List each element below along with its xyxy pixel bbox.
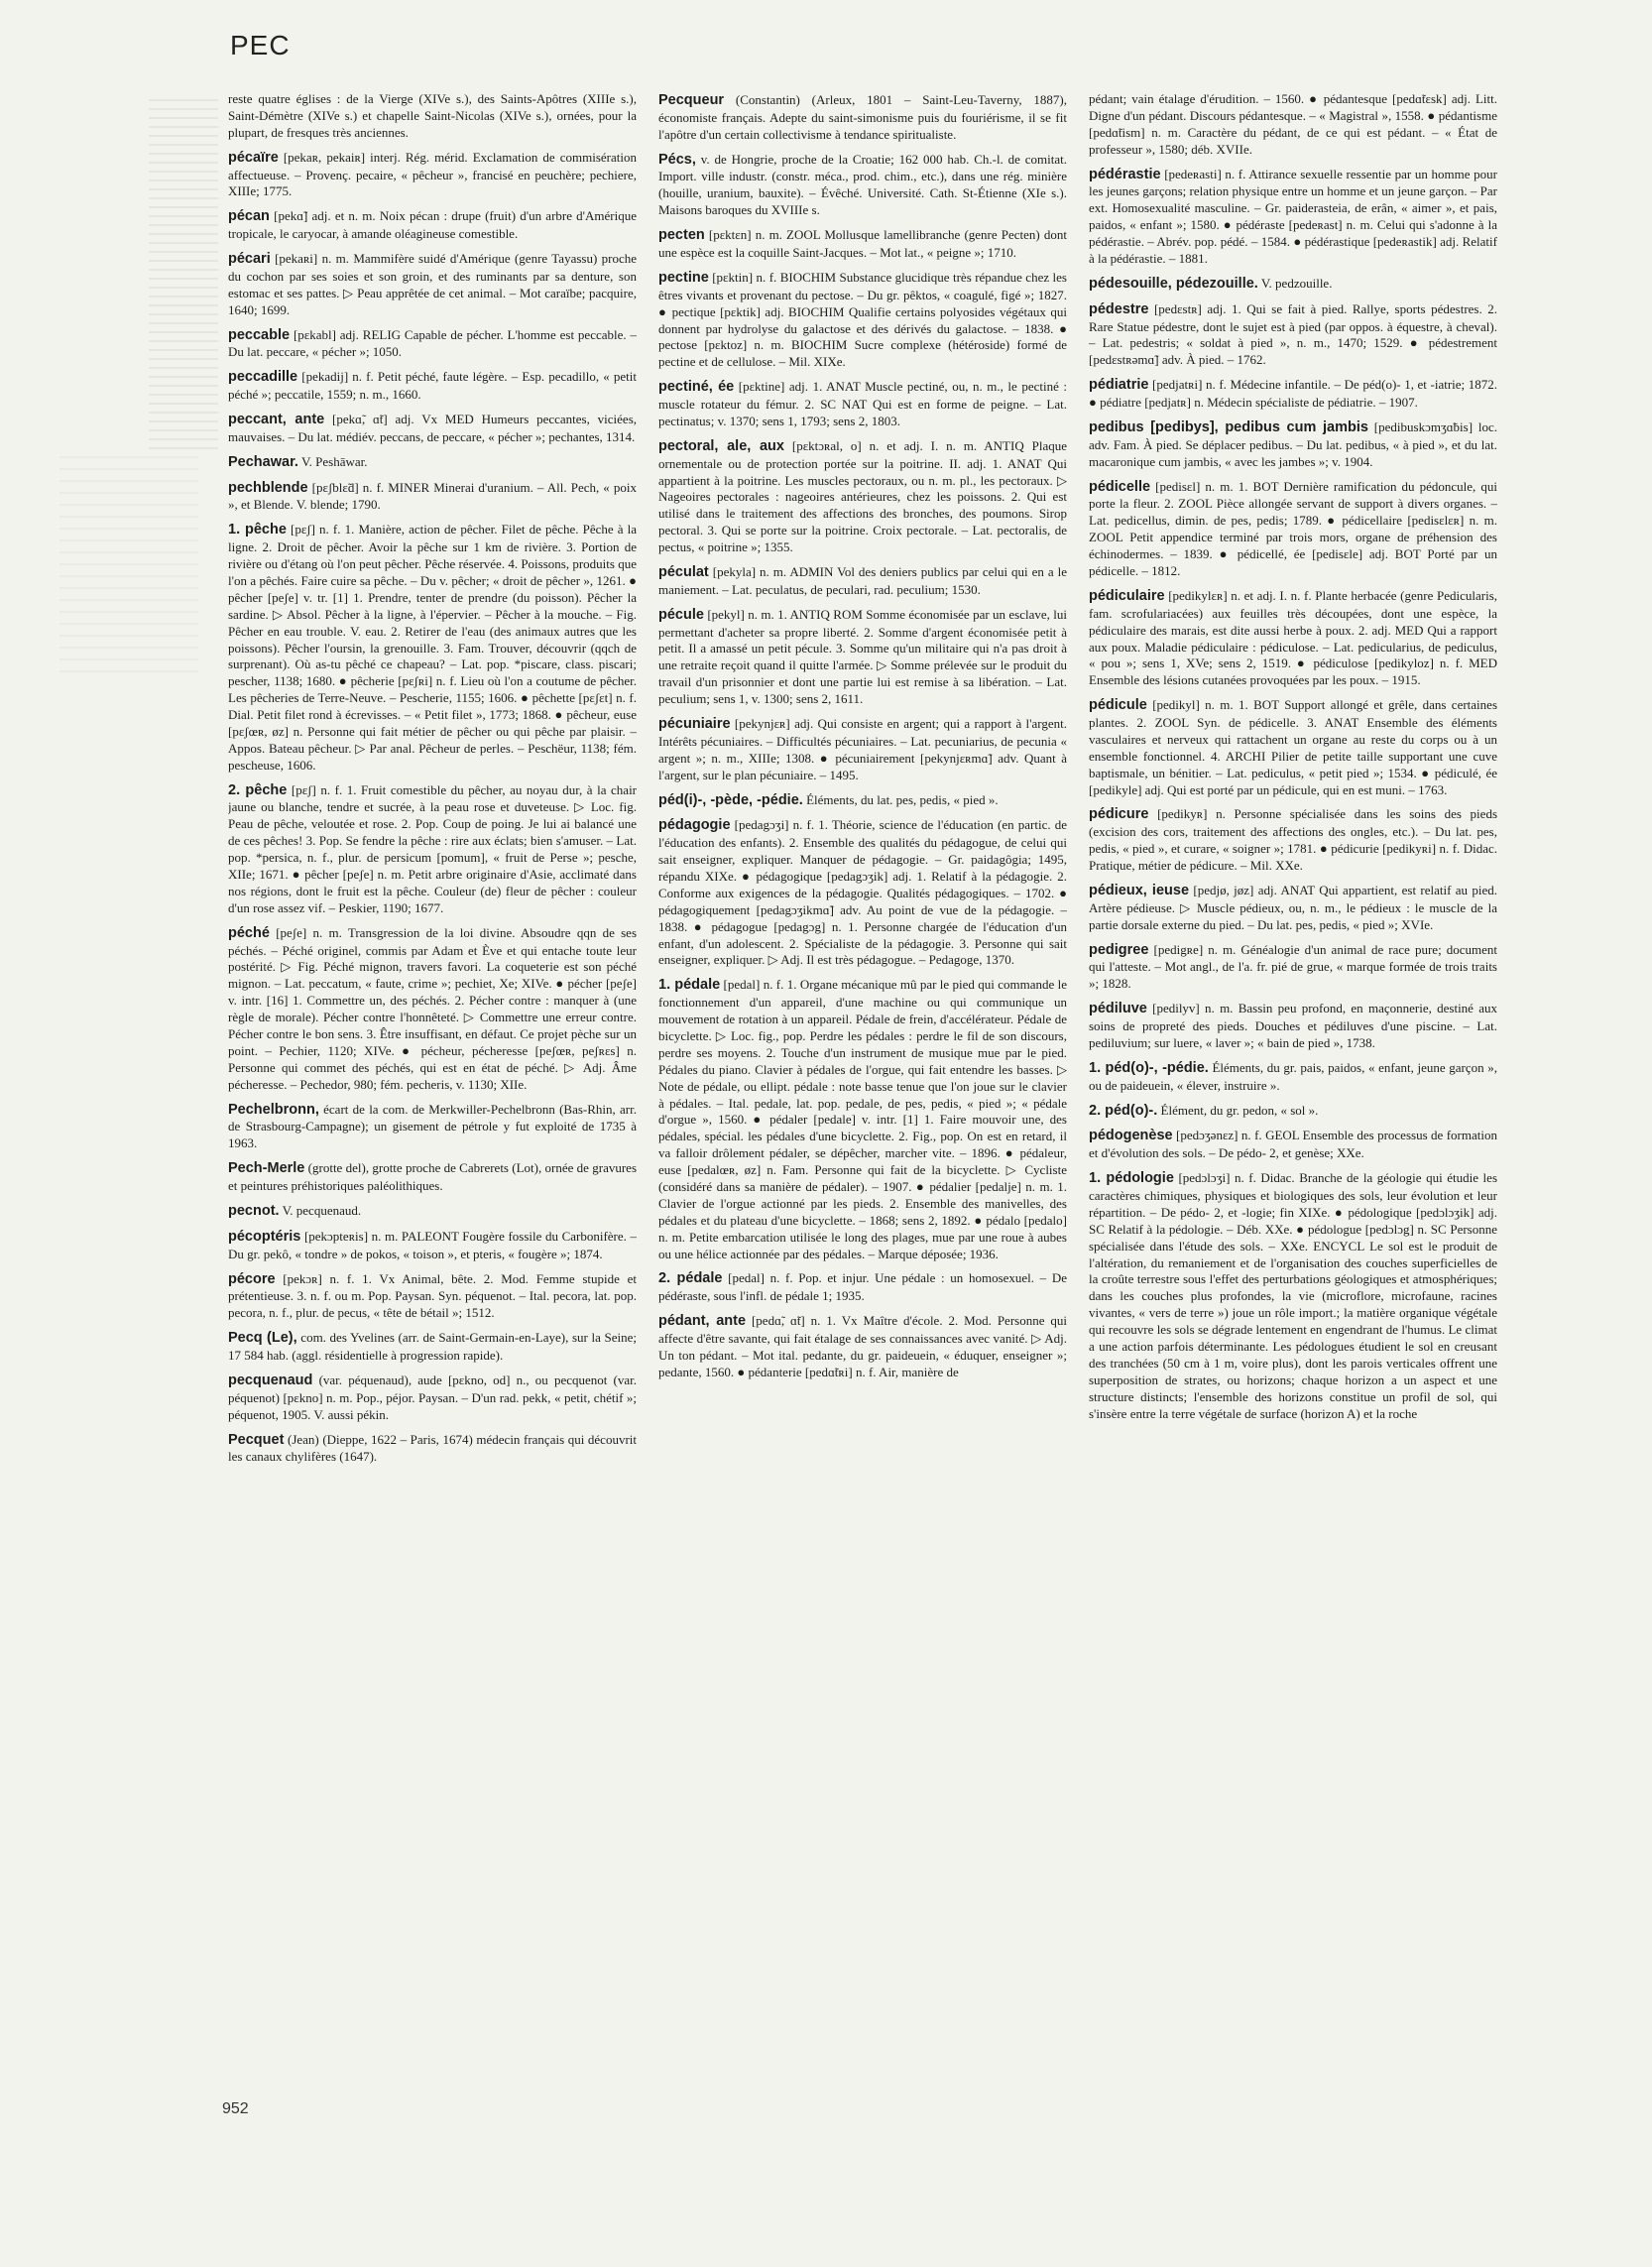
entry-headword: pectoral, ale, aux [658, 437, 784, 454]
dictionary-entry [1089, 1000, 1497, 1052]
entry-definition: [pekadij] n. f. Petit péché, faute légère. – Esp. pecadillo, « petit péché »; peccatile, 1559; n. m., 1660. [228, 369, 637, 403]
dictionary-entry [1089, 478, 1497, 580]
entry-definition: [pedɑ̃, ɑ̃t] n. 1. Vx Maître d'école. 2. Mod. Personne qui affecte d'être savante, qui fait étalage de ses connaissances avec vanité. ▷ Adj. Un ton pédant. – Mot ital. pedante, du gr. paideuein, « éduquer, enseigner »; pedante, 1560. ● pédanterie [pedɑ̃tʀi] n. f. Air, manière de [658, 1313, 1067, 1379]
dictionary-entry [228, 1159, 637, 1195]
entry-headword: Pech-Merle [228, 1160, 305, 1177]
entry-headword: 1. péd(o)-, -pédie. [1089, 1059, 1209, 1076]
entry-definition: [pekaʀi] n. m. Mammifère suidé d'Amérique (genre Tayassu) proche du cochon par ses soies et son groin, et des ruminants par sa denture, son estomac et ses pattes. ▷ Peau apprêtée de cet animal. – Mot caraïbe; pacquire, 1640; 1699. [228, 251, 637, 317]
dictionary-entry [228, 1202, 637, 1221]
entry-headword: peccadille [228, 369, 298, 386]
entry-definition: [pɛktin] n. f. BIOCHIM Substance glucidique très répandue chez les êtres vivants et provenant du pectose. – Du gr. pêktos, « coagulé, figé »; 1827. ● pectique [pɛktik] adj. BIOCHIM Qualifie certains polyosides végétaux qui donnent par hydrolyse du galactose et des dérivés du galactose. – 1838. ● pectose [pɛktoz] n. m. BIOCHIM Sucre complexe (hétéroside) formé de pectine et de cellulose. – Mil. XIXe. [658, 269, 1067, 370]
dictionary-entry [228, 411, 637, 446]
dictionary-entry [658, 976, 1067, 1262]
entry-definition: [pedal] n. f. 1. Organe mécanique mû par le pied qui commande le fonctionnement d'un appareil, d'une machine ou qui communique un mouvement de rotation à un appareil. Pédale de frein, d'accélérateur. Pédale de bicyclette. ▷ Loc. fig., pop. Perdre les pédales : perdre le fil de son discours, perdre ses moyens. 2. Touche d'un instrument de musique mue par le pied. Pédales du piano. Clavier à pédales de l'orgue, qui fait entendre les basses. ▷ Note de pédale, ou ellipt. pédale : note basse tenue que l'on joue sur le clavier à pédales. – Ital. pedale, lat. pop. pedale, de pes, pedis, « pied »; « pédale d'orgue », 1560. ● pédaler [pedale] v. intr. [1] 1. Faire mouvoir une, des pédales, spécial. les pédales d'une bicyclette. 2. Fig., pop. On est en retard, il va falloir drôlement pédaler, se dépêcher, marcher vite. – 1896. ● pédaleur, euse [pedalœʀ, øz] n. Fam. Personne qui fait de la bicyclette. ▷ Cycliste (considéré dans sa manière de pédaler). – 1907. ● pédalier [pedalje] n. m. 1. Clavier de l'orgue actionné par les pieds. 2. Ensemble des manivelles, des pédales et du plateau d'une bicyclette. – 1868; sens 2, 1892. ● pédalo [pedalo] n. m. Petite embarcation utilisée le long des plages, mue par une roue à aubes ou une hélice actionnée par des pédales. – Marque déposée; 1936. [658, 977, 1067, 1261]
entry-definition: v. de Hongrie, proche de la Croatie; 162 000 hab. Ch.-l. de comitat. Import. ville industr. (constr. méca., prod. chim., etc.), dans une rég. minière (houille, uranium, bauxite). – Évêché. Université. Cath. St-Étienne (XIe s.). Maisons baroques du XVIIIe s. [658, 151, 1067, 218]
entry-headword: pechblende [228, 479, 308, 496]
entry-definition: [pekaʀ, pekaiʀ] interj. Rég. mérid. Exclamation de commisération affectueuse. – Provenç. pecaire, « pêcheur », francisé en peuchère; pechiere, XIIIe; 1775. [228, 149, 637, 199]
dictionary-entry [658, 226, 1067, 262]
entry-definition: [pedɔʒənɛz] n. f. GEOL Ensemble des processus de formation et d'évolution des sols. – De pédo- 2, et genèse; XXe. [1089, 1128, 1497, 1161]
entry-headword: pédicule [1089, 697, 1147, 714]
entry-headword: 2. pêche [228, 781, 288, 798]
entry-definition: [pɛktɔʀal, o] n. et adj. I. n. m. ANTIQ Plaque ornementale ou de protection portée sur la poitrine. II. adj. 1. ANAT Qui appartient à la poitrine. Les muscles pectoraux, ou n. m. pl., les pectoraux. ▷ Nageoires pectorales : nageoires antérieures, chez les poissons. 2. Qui est utilisé dans le traitement des affections des bronches, des poumons. Sirop pectoral. 3. Qui se porte sur la poitrine. Croix pectorale. – Lat. pectoralis, de pectus, « poitrine »; 1355. [658, 437, 1067, 555]
dictionary-entry [1089, 941, 1497, 994]
entry-definition: [pedibuskɔmʒɑ̃bis] loc. adv. Fam. À pied. Se déplacer pedibus. – Du lat. pedibus, « à pied », et du lat. macaronique cum jambis, « avec les jambes »; v. 1904. [1089, 418, 1497, 469]
entry-definition: [pedjatʀi] n. f. Médecine infantile. – De péd(o)- 1, et -iatrie; 1872. ● pédiatre [pedjatʀ] n. Médecin spécialiste de pédiatrie. – 1907. [1089, 377, 1497, 411]
dictionary-entry [1089, 1059, 1497, 1095]
dictionary-entry [658, 91, 1067, 144]
dictionary-entry [228, 1270, 637, 1323]
entry-definition: [pedikyʀ] n. Personne spécialisée dans les soins des pieds (excision des cors, traitement des affections des ongles, etc.). – Du lat. pes, pedis, « pied », et curare, « soigner »; 1781. ● pédicurie [pedikyʀi] n. f. Didac. Pratique, métier de pédicure. – Mil. XXe. [1089, 806, 1497, 874]
entry-definition: [pɛktine] adj. 1. ANAT Muscle pectiné, ou, n. m., le pectiné : muscle rotateur du fémur. 2. SC NAT Qui est en forme de peigne. – Lat. pectinatus; v. 1370; sens 1, 1793; sens 2, 1803. [658, 379, 1067, 428]
entry-headword: pédicure [1089, 806, 1149, 823]
entry-headword: Pécs, [658, 151, 696, 168]
entry-headword: pédiatrie [1089, 377, 1149, 394]
entry-definition: [pedilyv] n. m. Bassin peu profond, en maçonnerie, destiné aux soins de propreté des pieds. Douches et pédiluves d'une piscine. – Lat. pediluvium; sur luere, « laver »; « bain de pied », 1738. [1089, 1001, 1497, 1050]
entry-definition: [pekɑ̃] adj. et n. m. Noix pécan : drupe (fruit) d'un arbre d'Amérique tropicale, le caryocar, à amande oléagineuse comestible. [228, 208, 637, 242]
dictionary-entry [228, 479, 637, 515]
dictionary-entry [228, 149, 637, 201]
entry-headword: pecten [658, 227, 705, 244]
entry-definition: Élément, du gr. pedon, « sol ». [1160, 1102, 1319, 1118]
dictionary-entry [658, 606, 1067, 708]
entry-definition: [pɛʃblɛ̃d] n. f. MINER Minerai d'uranium. – All. Pech, « poix », et Blende. V. blende; 1790. [228, 479, 637, 513]
entry-headword: pédesouille, pédezouille. [1089, 275, 1258, 292]
entry-definition: Éléments, du gr. pais, paidos, « enfant, jeune garçon », ou de paideuein, « élever, instruire ». [1089, 1059, 1497, 1093]
entry-definition: [pekɔpteʀis] n. m. PALEONT Fougère fossile du Carbonifère. – Du gr. pekô, « tondre » de pokos, « toison », et pteris, « fougère »; 1874. [228, 1228, 637, 1261]
dictionary-entry [228, 781, 637, 917]
entry-headword: pedibus [pedibys], pedibus cum jambis [1089, 418, 1368, 435]
entry-headword: 1. pêche [228, 522, 287, 538]
dictionary-entry [658, 715, 1067, 784]
entry-definition: écart de la com. de Merkwiller-Pechelbronn (Bas-Rhin, arr. de Strasbourg-Campagne); un gisement de pétrole y fut exploité de 1735 à 1963. [228, 1101, 637, 1151]
dictionary-entry [658, 378, 1067, 430]
entry-headword: pécore [228, 1270, 276, 1287]
entry-headword: pédiculaire [1089, 587, 1165, 604]
dictionary-entry [1089, 1102, 1497, 1121]
entry-headword: 2. péd(o)-. [1089, 1102, 1158, 1119]
dictionary-entry [228, 368, 637, 404]
entry-headword: pectine [658, 269, 709, 286]
dictionary-entry [228, 1372, 637, 1424]
entry-definition: (var. péquenaud), aude [pɛkno, od] n., ou pecquenot (var. péquenot) [pɛkno] n. m. Pop., péjor. Paysan. – D'un rad. pekk, « petit, chétif »; péquenot, 1905. V. aussi pékin. [228, 1372, 637, 1422]
entry-headword: péché [228, 924, 270, 941]
entry-headword: pédagogie [658, 817, 731, 834]
dictionary-entry [1089, 300, 1497, 370]
entry-definition: [pekynjɛʀ] adj. Qui consiste en argent; qui a rapport à l'argent. Intérêts pécuniaires. – Difficultés pécuniaires. – Lat. pecuniarius, de pecunia « argent »; n. m., XIIIe; 1308. ● pécuniairement [pekynjɛʀmɑ̃] adv. Quant à l'argent, sur le plan pécuniaire. – 1495. [658, 716, 1067, 782]
entry-headword: pécaïre [228, 149, 279, 166]
entry-headword: peccant, ante [228, 412, 325, 428]
entry-definition: [pedjø, jøz] adj. ANAT Qui appartient, est relatif au pied. Artère pédieuse. ▷ Muscle pédieux, ou, n. m., le pédieux : le muscle de la partie dorsale externe du pied. – Du lat. pes, pedis, « pied »; XVIe. [1089, 882, 1497, 932]
dictionary-entry [658, 563, 1067, 599]
dictionary-entry [1089, 275, 1497, 294]
entry-headword: pédieux, ieuse [1089, 882, 1190, 898]
dictionary-entry [658, 1312, 1067, 1381]
entry-headword: 1. pédale [658, 977, 721, 994]
entry-definition: [pɛkabl] adj. RELIG Capable de pécher. L'homme est peccable. – Du lat. peccare, « pécher »; 1050. [228, 326, 637, 360]
entry-headword: pédant, ante [658, 1313, 747, 1330]
entry-headword: pecnot. [228, 1202, 280, 1219]
entry-definition: [pedɔlɔʒi] n. f. Didac. Branche de la géologie qui étudie les caractères chimiques, physiques et biologiques des sols, leur évolution et leur répartition. – De pédo- 2, et -logie; fin XIXe. ● pédologique [pedɔlɔʒik] adj. SC Relatif à la pédologie. – Déb. XXe. ● pédologue [pedɔlɔg] n. SC Personne spécialisée dans l'étude des sols. – XXe. ENCYCL Le sol est le produit de l'altération, du remaniement et de l'organisation des couches superficielles de la croûte terrestre sous l'effet des perturbations géologiques et atmosphériques; dans les couches plus profondes, la vie (microflore, microfaune, racines vivantes, « vers de terre ») joue un rôle import.; la matière organique végétale qui recouvre les sols se dégrade lentement en engendrant de l'humus. Le climat a une action parfois déterminante. Les pédologues étudient le sol en creusant des tranchées (50 cm à 1 m, voire plus), dont les parois verticales offrent une superposition de strates, ou horizons; chaque horizon a un aspect et une structure distincts; l'ensemble des horizons constitue un profil de sol, qui s'insère entre la terre végétale de surface (horizon A) et la roche [1089, 1170, 1497, 1421]
entry-headword: pécuniaire [658, 716, 731, 733]
dictionary-entry [658, 1269, 1067, 1305]
page-number: 952 [222, 2100, 249, 2117]
entry-headword: pécule [658, 606, 704, 623]
entry-headword: 1. pédologie [1089, 1170, 1174, 1187]
dictionary-entry [228, 207, 637, 243]
entry-definition: [pedagɔʒi] n. f. 1. Théorie, science de l'éducation (en partic. de l'éducation des enfants). 2. Ensemble des qualités du pédagogue, de celui qui sait enseigner, expliquer. Manquer de pédagogie. – Gr. paidagôgia; 1495, répandu XIXe. ● pédagogique [pedagɔʒik] adj. 1. Relatif à la pédagogie. 2. Conforme aux exigences de la pédagogie. Qualités pédagogiques. – 1702. ● pédagogiquement [pedagɔʒikmɑ̃] adv. Au point de vue de la pédagogie. – 1838. ● pédagogue [pedagɔg] n. 1. Personne chargée de l'éducation d'un enfant, d'un adolescent. 2. Spécialiste de la pédagogie. 3. Personne qui sait enseigner, expliquer. ▷ Adj. Il est très pédagogue. – Pedagoge, 1370. [658, 817, 1067, 968]
entry-headword: Pechawar. [228, 453, 298, 470]
entry-headword: péculat [658, 563, 709, 580]
entry-definition: V. pedzouille. [1260, 275, 1333, 291]
dictionary-entry [1089, 1127, 1497, 1162]
entry-definition: [pedikylɛʀ] n. et adj. I. n. f. Plante herbacée (genre Pedicularis, fam. scrofulariacées) aux feuilles très découpées, dont une espèce, la pédiculaire des marais, est dite aussi herbe à poux. 2. adj. MED Qui a rapport aux poux. Maladie pédiculaire : pédiculose. – Lat. pedicularius, de pediculus, « pou »; sens 1, XVe; sens 2, 1519. ● pédiculose [pedikyloz] n. f. MED Ensemble des lésions cutanées provoquées par les poux. – 1915. [1089, 587, 1497, 688]
entry-headword: pécoptéris [228, 1228, 301, 1245]
entry-definition: [pɛʃ] n. f. 1. Manière, action de pêcher. Filet de pêche. Pêche à la ligne. 2. Droit de pêcher. Avoir la pêche sur 1 km de rivière. 3. Portion de rivière ou d'étang où l'on peut pêcher. Pêche réservée. 4. Poissons, produits que l'on a pêchés. Faire cuire sa pêche. – Du v. pêcher; « droit de pêcher », 1261. ● pêcher [peʃe] v. tr. [1] 1. Prendre, tenter de prendre (du poisson). Pêcher la sardine. ▷ Absol. Pêcher à la ligne, à l'épervier. – Pêcher à la mouche. – Fig. Pêcher en eau trouble. V. eau. 2. Retirer de l'eau (des animaux autres que les poissons). Pêcher l'oursin, la grenouille. 3. Fam. Trouver, découvrir (qqch de surprenant). Où as-tu pêché ce chapeau? – Lat. pop. *piscare, class. piscari; pescher, 1138; 1680. ● pêcherie [pɛʃʀi] n. f. Lieu où l'on a coutume de pêcher. Les pêcheries de Terre-Neuve. – Pescherie, 1155; 1606. ● pêchette [pɛʃɛt] n. f. Dial. Petit filet rond à écrevisses. – « Petit filet », 1773; 1868. ● pêcheur, euse [pɛʃœʀ, øz] n. Personne qui fait métier de pêcher ou qui pêche par plaisir. – Appos. Bateau pêcheur. ▷ Par anal. Pêcheur de perles. – Peschëur, 1138; fém. pescheuse, 1606. [228, 522, 637, 773]
dictionary-entry [228, 453, 637, 472]
entry-definition: (Constantin) (Arleux, 1801 – Saint-Leu-Taverny, 1887), économiste français. Adepte du saint-simonisme puis du fouriérisme, il se fit l'apôtre d'un certain collectivisme à tendance spiritualiste. [658, 92, 1067, 142]
entry-headword: pedigree [1089, 941, 1149, 958]
entry-definition: (grotte del), grotte proche de Cabrerets (Lot), ornée de gravures et peintures préhistoriques paléolithiques. [228, 1160, 637, 1194]
entry-headword: pécan [228, 208, 270, 225]
entry-headword: pédiluve [1089, 1001, 1147, 1017]
entry-definition: [pedisɛl] n. m. 1. BOT Dernière ramification du pédoncule, qui porte la fleur. 2. ZOOL Pièce allongée servant de support à divers organes. – Lat. pedicellus, dimin. de pes, pedis; 1789. ● pédicellaire [pedisɛlɛʀ] n. m. ZOOL Petit appendice terminé par trois mors, organe de préhension des échinodermes. – 1839. ● pédicellé, ée [pedisɛle] adj. BOT Porté par un pédicelle. – 1812. [1089, 478, 1497, 578]
dictionary-entry [658, 269, 1067, 371]
entry-definition: V. Peshāwar. [300, 453, 368, 469]
dictionary-entry [1089, 166, 1497, 268]
dictionary-entry [1089, 805, 1497, 875]
dictionary-entry [1089, 587, 1497, 689]
entry-headword: pédicelle [1089, 478, 1151, 495]
entry-headword: pécari [228, 251, 271, 268]
entry-headword: Pechelbronn, [228, 1101, 319, 1118]
dictionary-entry [1089, 696, 1497, 798]
dictionary-entry [228, 250, 637, 319]
entry-headword: pectiné, ée [658, 379, 735, 396]
entry-definition: [pekɑ̃, ɑ̃t] adj. Vx MED Humeurs peccantes, viciées, mauvaises. – Du lat. médiév. peccans, de peccare, « pécher »; pechantes, 1314. [228, 412, 637, 444]
dictionary-entry [228, 91, 637, 142]
entry-headword: pédestre [1089, 300, 1149, 317]
entry-definition: [pekyla] n. m. ADMIN Vol des deniers publics par celui qui en a le maniement. – Lat. peculatus, de peculari, rad. peculium; 1530. [658, 563, 1067, 597]
entry-headword: Pecq (Le), [228, 1330, 297, 1347]
entry-headword: peccable [228, 326, 291, 343]
entry-definition: [pedɛstʀ] adj. 1. Qui se fait à pied. Rallye, sports pédestres. 2. Rare Statue pédestre, dont le sujet est à pied (par oppos. à équestre, à cheval). – Lat. pedestris; « soldat à pied », n. m., 1470; 1529. ● pédestrement [pedɛstʀəmɑ̃] adv. À pied. – 1762. [1089, 300, 1497, 368]
dictionary-entry [1089, 1169, 1497, 1422]
column-1 [228, 91, 637, 2085]
entry-definition: Éléments, du lat. pes, pedis, « pied ». [806, 791, 999, 807]
dictionary-entry [658, 437, 1067, 556]
dictionary-entry [228, 924, 637, 1094]
entry-definition: [pekyl] n. m. 1. ANTIQ ROM Somme économisée par un esclave, lui permettant d'acheter sa propre liberté. 2. Somme d'argent économisée petit à petit. Il a amassé un petit pécule. 3. Somme qu'un militaire qui n'a pas droit à une retraite reçoit quand il quitte l'armée. ▷ Somme prélevée sur le produit du travail d'un prisonnier et dont une partie lui est remise à sa libération. – Lat. peculium; sens 1, v. 1300; sens 2, 1611. [658, 606, 1067, 707]
entry-headword: pédogenèse [1089, 1128, 1173, 1144]
entry-definition: [pɛktɛn] n. m. ZOOL Mollusque lamellibranche (genre Pecten) dont une espèce est la coquille Saint-Jacques. – Mot lat., « peigne »; 1710. [658, 227, 1067, 260]
dictionary-entry [228, 1228, 637, 1263]
dictionary-entry [228, 1431, 637, 1467]
entry-definition: V. pecquenaud. [282, 1202, 362, 1218]
entry-definition: [pekɔʀ] n. f. 1. Vx Animal, bête. 2. Mod. Femme stupide et prétentieuse. 3. n. f. ou m. Pop. Paysan. Syn. péquenot. – Ital. pecora, lat. pop. pecora, n. f., plur. de pecus, « tête de bétail »; 1512. [228, 1270, 637, 1321]
dictionary-entry [1089, 91, 1497, 159]
dictionary-columns [228, 91, 1497, 2085]
entry-headword: 2. pédale [658, 1270, 723, 1287]
dictionary-entry [228, 326, 637, 362]
running-head: PEC [230, 30, 291, 60]
entry-headword: Pecqueur [658, 92, 725, 108]
entry-definition: [pedeʀasti] n. f. Attirance sexuelle ressentie par un homme pour les jeunes garçons; relation physique entre un homme et un jeune garçon. – Par ext. Homosexualité masculine. – Gr. paiderasteia, de erân, « aimer », et pais, paidos, « enfant »; 1580. ● pédéraste [pedeʀast] n. m. Celui qui s'adonne à la pédérastie. – Abrév. pop. pédé. – 1584. ● pédérastique [pedeʀastik] adj. Relatif à la pédérastie. – 1881. [1089, 166, 1497, 266]
entry-definition: [pedal] n. f. Pop. et injur. Une pédale : un homosexuel. – De pédéraste, sous l'infl. de pédale 1; 1935. [658, 1270, 1067, 1304]
dictionary-entry [1089, 418, 1497, 471]
entry-definition: pédant; vain étalage d'érudition. – 1560. ● pédantesque [pedɑ̃tɛsk] adj. Litt. Digne d'un pédant. Discours pédantesque. – « Magistral », 1558. ● pédantisme [pedɑ̃tism] n. m. Caractère du pédant, de ce qui est pédant. – « État de professeur », 1580; déb. XVIIe. [1089, 91, 1497, 157]
entry-headword: pecquenaud [228, 1372, 313, 1388]
dictionary-entry [228, 1329, 637, 1365]
column-2 [658, 91, 1067, 2085]
dictionary-entry [658, 791, 1067, 810]
dictionary-entry [658, 816, 1067, 969]
dictionary-entry [1089, 376, 1497, 412]
column-3 [1089, 91, 1497, 2085]
entry-definition: [peʃe] n. m. Transgression de la loi divine. Absoudre qqn de ses péchés. – Péché originel, commis par Adam et Ève et qui entache toute leur postérité. ▷ Fig. Péché mignon, travers favori. La coqueterie est son péché mignon. – Lat. peccatum, « faute, crime »; pechiet, Xe; XIVe. ● pécher [peʃe] v. intr. [16] 1. Commettre un, des péchés. 2. Pécher contre : manquer à (une règle de morale). Pécher contre l'honnêteté. ▷ Commettre une erreur contre. Pécher contre le bon sens. 3. Être insuffisant, en défaut. Ce projet pèche sur un point. – Pechier, 1120; XIVe. ● pécheur, pécheresse [peʃœʀ, peʃʀɛs] n. Personne qui commet des péchés, qui est en état de péché. ▷ Adj. Âme pécheresse. – Pechedor, 980; fém. pecheris, v. 1130; XIIe. [228, 924, 637, 1092]
entry-definition: [pedikyl] n. m. 1. BOT Support allongé et grêle, dans certaines plantes. 2. ZOOL Syn. de pédicelle. 3. ANAT Ensemble des éléments vasculaires et nerveux qui rattachent un organe au reste du corps ou à un ensemble fonctionnel. 4. ARCHI Pilier de petite taille supportant une cuve baptismale, un bénitier. – Lat. pediculus, « petit pied »; 1534. ● pédiculé, ée [pedikyle] adj. Qui est porté par un pédicule, qui en est muni. – 1763. [1089, 697, 1497, 797]
entry-headword: Pecquet [228, 1431, 285, 1448]
entry-definition: com. des Yvelines (arr. de Saint-Germain-en-Laye), sur la Seine; 17 584 hab. (aggl. résidentielle à progression rapide). [228, 1330, 637, 1363]
margin-bleed-through [59, 456, 198, 674]
entry-definition: (Jean) (Dieppe, 1622 – Paris, 1674) médecin français qui découvrit les canaux chylifères (1647). [228, 1431, 637, 1465]
entry-definition: [pedigʀe] n. m. Généalogie d'un animal de race pure; document qui l'atteste. – Mot angl., de l'a. fr. pié de grue, « marque formée de trois traits »; 1828. [1089, 941, 1497, 992]
dictionary-entry [658, 151, 1067, 220]
dictionary-entry [1089, 882, 1497, 934]
entry-headword: pédérastie [1089, 166, 1161, 182]
margin-bleed-through [149, 99, 218, 456]
dictionary-entry [228, 1101, 637, 1153]
entry-definition: [pɛʃ] n. f. 1. Fruit comestible du pêcher, au noyau dur, à la chair jaune ou blanche, tendre et sucrée, à la peau rose et duveteuse. ▷ Loc. fig. Peau de pêche, veloutée et rose. 2. Pop. Coup de poing. Je lui ai balancé une de ces pêches! 3. Pop. Se fendre la pêche : rire aux éclats; bien s'amuser. – Lat. pop. *persica, n. f., plur. de persicum [pomum], « fruit de Perse »; pesche, XIIe; 1671. ● pêcher [peʃe] n. m. Petit arbre originaire d'Asie, acclimaté dans nos régions, dont le fruit est la pêche. Couleur (de) fleur de pêcher : couleur d'un rose assez vif. – Peskier, 1190; 1677. [228, 781, 637, 915]
dictionary-entry [228, 521, 637, 774]
entry-definition: reste quatre églises : de la Vierge (XIVe s.), des Saints-Apôtres (XIIIe s.), Saint-Démètre (XIVe s.) et chapelle Saint-Nicolas (XIVe s.), ornées, pour la plupart, de fresques très anciennes. [228, 91, 637, 140]
entry-headword: péd(i)-, -pède, -pédie. [658, 791, 803, 808]
